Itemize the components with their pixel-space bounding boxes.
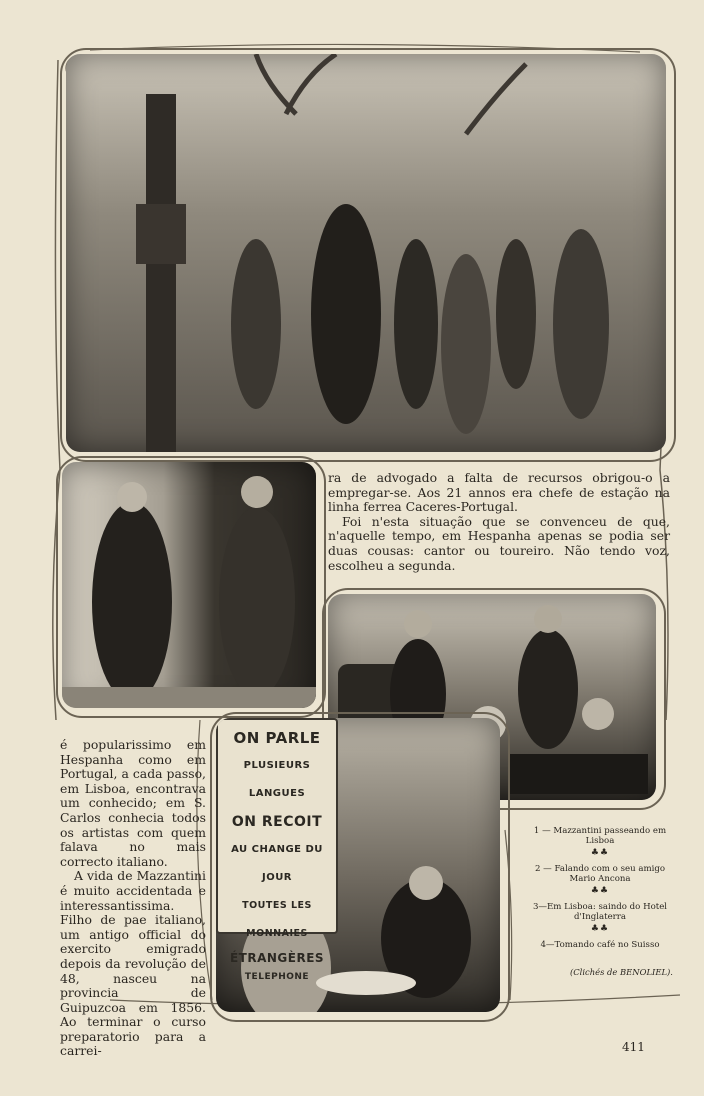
currency-exchange-sign [216, 718, 338, 982]
caption-ornament: ♣♣ [590, 848, 610, 858]
paragraph: Foi n'esta situação que se convenceu de que, n'aquelle tempo, em Hespanha apenas se podia ser duas cousas: cantor ou toureiro. Não tendo voz, escolheu a segunda. [328, 513, 670, 573]
sign-line: ÉTRANGÈRES [229, 951, 325, 965]
caption-1: 1 — Mazzantini passeando em Lisboa ♣♣ [525, 826, 675, 858]
sign-line: PLUSIEURS LANGUES [243, 760, 311, 799]
sign-line: AU CHANGE DU JOUR [231, 844, 323, 883]
photo-2 [62, 462, 316, 708]
photo-1 [66, 54, 666, 452]
caption-4: 4—Tomando café no Suisso [540, 940, 660, 950]
caption-ornament: ♣♣ [590, 886, 610, 896]
article-text-right [328, 471, 670, 573]
paragraph: ra de advogado a falta de recursos obrigou-o a empregar-se. Aos 21 annos era chefe de estação na linha ferrea Caceres-Portugal. [328, 470, 670, 515]
sign-line: ON RECOIT [231, 814, 323, 830]
page-number: 411 [622, 1040, 645, 1054]
paragraph: é popularissimo em Hespanha como em Portugal, a cada passo, em Lisboa, encontrava um conhecido; em S. Carlos conhecia todos os artistas com quem falava no mais correcto italiano. [60, 737, 206, 869]
caption-ornament: ♣♣ [590, 924, 610, 934]
caption-2: 2 — Falando com o seu amigo Mario Ancona ♣♣ [525, 864, 675, 896]
photo-credit: (Clichés de BENOLIEL). [570, 967, 673, 977]
sign-line: ON PARLE [233, 729, 321, 747]
sign-line: TELEPHONE [244, 972, 310, 982]
photo-captions [525, 826, 675, 956]
sign-line: TOUTES LES MONNAIES [242, 900, 312, 939]
caption-3: 3—Em Lisboa: saindo do Hotel d'Inglaterra ♣♣ [525, 902, 675, 934]
article-text-left [60, 738, 206, 1059]
paragraph: A vida de Mazzantini é muito accidentada e interessantissima. Filho de pae italiano, um antigo official do exercito emigrado depois da revolução de 48, nasceu na provincia de Guipuzcoa em 1856. Ao terminar o curso preparatorio para a carrei- [60, 868, 206, 1059]
photo-4 [216, 718, 500, 1012]
